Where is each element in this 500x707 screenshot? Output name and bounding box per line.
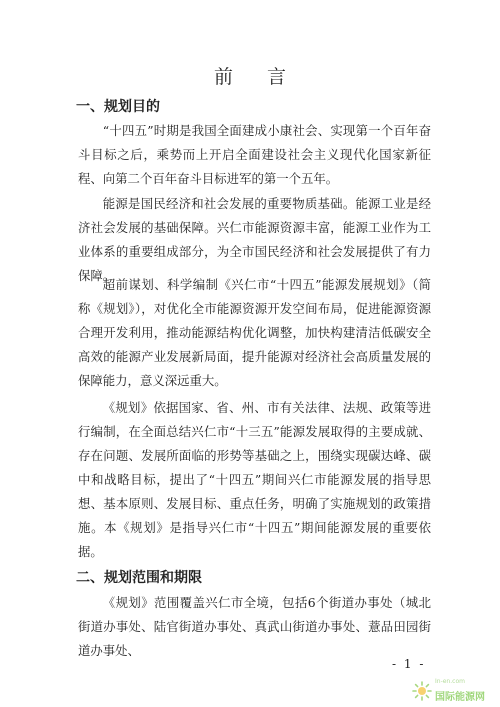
paragraph-1: “十四五”时期是我国全面建成小康社会、实现第一个百年奋斗目标之后，乘势而上开启全面建设社会主义现代化国家新征程、向第二个百年奋斗目标进军的第一个五年。 [78,123,431,186]
paragraph-5: 《规划》范围覆盖兴仁市全境，包括6个街道办事处（城北街道办事处、陆官街道办事处、真武山街道办事处、薏品田园街道办事处、 [78,595,431,658]
section-heading-purpose: 一、规划目的 [76,99,160,115]
sun-logo-icon [412,681,432,701]
section-heading-scope: 二、规划范围和期限 [76,570,202,586]
page-title: 前 言 [213,66,301,88]
paragraph-2: 能源是国民经济和社会发展的重要物质基础。能源工业是经济社会发展的基础保障。兴仁市能源资源丰富，能源工业作为工业体系的重要组成部分，为全市国民经济和社会发展提供了有力保障。 [78,196,431,283]
paragraph-3: 超前谋划、科学编制《兴仁市“十四五”能源发展规划》（简称《规划》），对优化全市能源资源开发空间布局，促进能源资源合理开发利用，推动能源结构优化调整，加快构建清洁低碳安全高效的能源产业发展新局面，提升能源对经济社会高质量发展的保障能力，意义深远重大。 [78,277,431,388]
watermark-text: 国际能源网 [435,692,485,703]
paragraph-4: 《规划》依据国家、省、州、市有关法律、法规、政策等进行编制，在全面总结兴仁市“十三五”能源发展取得的主要成就、存在问题、发展所面临的形势等基础之上，围绕实现碳达峰、碳中和战略目标，提出了“十四五”期间兴仁市能源发展的指导思想、基本原则、发展目标、重点任务，明确了实施规划的政策措施。本《规划》是指导兴仁市“十四五”期间能源发展的重要依据。 [78,400,431,559]
watermark-logo [412,678,485,704]
watermark-subtext: In-en.com [435,678,465,685]
page-number: - 1 - [392,657,426,671]
